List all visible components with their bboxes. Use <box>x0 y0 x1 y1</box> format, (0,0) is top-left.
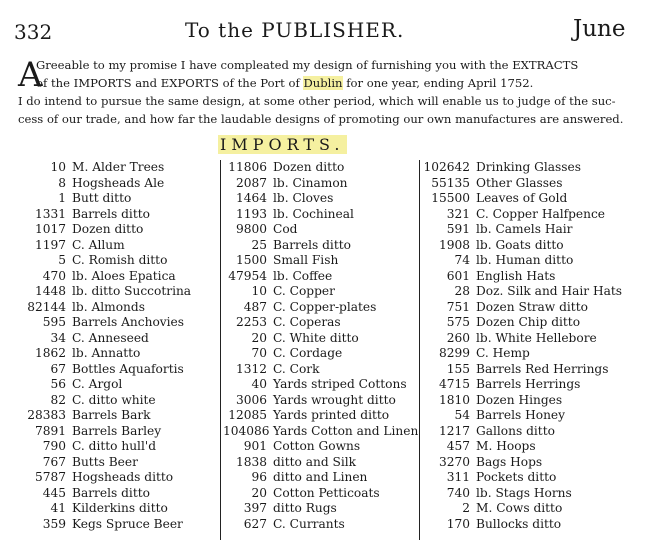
commodity: Dozen Straw ditto <box>476 299 588 314</box>
quantity: 2087 <box>235 175 267 190</box>
quantity: 470 <box>42 268 66 283</box>
import-entry <box>223 238 418 254</box>
import-entry <box>421 501 645 517</box>
import-entry <box>14 284 219 300</box>
quantity: 55135 <box>431 175 470 190</box>
intro-line <box>18 74 636 92</box>
commodity: Cotton Petticoats <box>273 485 380 500</box>
quantity: 20 <box>251 330 267 345</box>
quantity: 1193 <box>235 206 267 221</box>
quantity: 28 <box>454 284 470 298</box>
commodity: Hogsheads ditto <box>72 470 174 484</box>
quantity: 1017 <box>34 222 66 236</box>
quantity: 5 <box>58 253 66 267</box>
quantity: 74 <box>454 253 470 267</box>
quantity: 28383 <box>27 408 66 422</box>
commodity: Bottles Aquafortis <box>72 361 184 376</box>
import-entry <box>421 424 645 440</box>
import-entry <box>421 377 645 393</box>
quantity: 1838 <box>235 454 267 469</box>
import-entry <box>223 191 418 207</box>
quantity: 1 <box>58 191 66 205</box>
quantity: 34 <box>50 330 66 345</box>
import-entry <box>14 408 219 424</box>
import-entry <box>14 470 219 486</box>
quantity: 96 <box>251 470 267 484</box>
imports-column-2 <box>223 160 418 532</box>
commodity: ditto and Linen <box>273 470 368 484</box>
import-entry <box>421 176 645 192</box>
commodity: C. ditto hull'd <box>72 439 156 453</box>
commodity: Leaves of Gold <box>476 191 568 205</box>
commodity: Doz. Silk and Hair Hats <box>476 284 623 298</box>
quantity: 767 <box>42 454 66 469</box>
commodity: Gallons ditto <box>476 423 555 438</box>
quantity: 15500 <box>431 191 470 205</box>
commodity: C. Copper-plates <box>273 299 377 314</box>
quantity: 82144 <box>27 299 66 314</box>
import-entry <box>421 160 645 176</box>
intro-line: Greeable to my promise I have compleated my design of furnishing you with the EXTRACTS <box>36 58 579 72</box>
import-entry <box>223 393 418 409</box>
quantity: 20 <box>251 485 267 500</box>
commodity: Yards Cotton and Linen <box>273 423 419 438</box>
commodity: lb. Stags Horns <box>476 485 572 500</box>
commodity: lb. Camels Hair <box>476 222 573 236</box>
quantity: 751 <box>446 299 470 314</box>
quantity: 70 <box>251 346 267 360</box>
import-entry <box>223 408 418 424</box>
commodity: Yards wrought ditto <box>273 392 396 407</box>
import-entry <box>421 269 645 285</box>
quantity: 40 <box>251 377 267 391</box>
quantity: 54 <box>454 408 470 422</box>
commodity: Yards striped Cottons <box>273 377 407 391</box>
import-entry <box>14 377 219 393</box>
quantity: 155 <box>446 361 470 376</box>
quantity: 457 <box>446 439 470 453</box>
quantity: 10 <box>251 284 267 298</box>
import-entry <box>14 238 219 254</box>
commodity: lb. Human ditto <box>476 253 574 267</box>
commodity: C. ditto white <box>72 392 156 407</box>
import-entry <box>14 501 219 517</box>
quantity: 321 <box>446 206 470 221</box>
commodity: Yards printed ditto <box>273 408 390 422</box>
quantity: 12085 <box>228 408 267 422</box>
import-entry <box>14 455 219 471</box>
quantity: 1448 <box>34 284 66 298</box>
commodity: Barrels Herrings <box>476 377 581 391</box>
import-entry <box>14 346 219 362</box>
intro-text: of the IMPORTS and EXPORTS of the Port of <box>36 76 304 90</box>
commodity: C. Currants <box>273 516 345 531</box>
commodity: lb. Cochineal <box>273 206 354 221</box>
commodity: ditto and Silk <box>273 454 357 469</box>
commodity: Cotton Gowns <box>273 439 361 453</box>
commodity: lb. Goats ditto <box>476 237 564 252</box>
commodity: Other Glasses <box>476 175 563 190</box>
import-entry <box>223 160 418 176</box>
running-title: To the PUBLISHER. <box>185 18 405 42</box>
import-entry <box>421 331 645 347</box>
import-entry <box>421 408 645 424</box>
import-entry <box>421 315 645 331</box>
quantity: 3006 <box>235 392 267 407</box>
commodity: Butts Beer <box>72 454 138 469</box>
quantity: 3270 <box>438 454 470 469</box>
quantity: 901 <box>243 439 267 453</box>
quantity: 1217 <box>438 423 470 438</box>
commodity: Butt ditto <box>72 191 132 205</box>
import-entry <box>14 269 219 285</box>
quantity: 260 <box>446 330 470 345</box>
quantity: 601 <box>446 268 470 283</box>
commodity: Barrels ditto <box>72 206 150 221</box>
commodity: lb. White Hellebore <box>476 330 597 345</box>
quantity: 740 <box>446 485 470 500</box>
intro-line: I do intend to pursue the same design, at some other period, which will enable us to judge of the suc- <box>18 94 616 108</box>
commodity: Barrels Anchovies <box>72 315 185 329</box>
commodity: lb. Annatto <box>72 346 141 360</box>
commodity: Dozen ditto <box>273 160 345 174</box>
commodity: Barrels Red Herrings <box>476 361 609 376</box>
import-entry <box>421 253 645 269</box>
quantity: 627 <box>243 516 267 531</box>
import-entry <box>14 253 219 269</box>
import-entry <box>223 284 418 300</box>
commodity: Hogsheads Ale <box>72 175 165 190</box>
column-rule <box>419 160 420 540</box>
quantity: 1312 <box>235 361 267 376</box>
commodity: lb. Cinamon <box>273 175 348 190</box>
import-entry <box>223 362 418 378</box>
commodity: C. Coperas <box>273 315 341 329</box>
import-entry <box>223 517 418 533</box>
import-entry <box>421 346 645 362</box>
quantity: 397 <box>243 501 267 515</box>
commodity: Kilderkins ditto <box>72 501 168 515</box>
imports-column-1 <box>14 160 219 532</box>
quantity: 8299 <box>438 346 470 360</box>
quantity: 1500 <box>235 253 267 267</box>
quantity: 25 <box>251 237 267 252</box>
import-entry <box>14 362 219 378</box>
quantity: 359 <box>42 516 66 531</box>
commodity: C. Argol <box>72 377 123 391</box>
import-entry <box>14 160 219 176</box>
commodity: C. Hemp <box>476 346 530 360</box>
quantity: 67 <box>50 361 66 376</box>
import-entry <box>223 300 418 316</box>
quantity: 47954 <box>228 268 267 283</box>
import-entry <box>421 455 645 471</box>
quantity: 595 <box>42 315 66 329</box>
commodity: Pockets ditto <box>476 470 557 484</box>
import-entry <box>14 300 219 316</box>
commodity: Dozen Hinges <box>476 392 563 407</box>
import-entry <box>223 346 418 362</box>
quantity: 1197 <box>34 237 66 252</box>
quantity: 56 <box>50 377 66 391</box>
quantity: 1331 <box>34 206 66 221</box>
column-rule <box>220 160 221 540</box>
commodity: ditto Rugs <box>273 501 337 515</box>
quantity: 102642 <box>423 160 470 174</box>
commodity: lb. ditto Succotrina <box>72 284 192 298</box>
import-entry <box>14 439 219 455</box>
import-entry <box>421 470 645 486</box>
commodity: C. Anneseed <box>72 330 149 345</box>
quantity: 1464 <box>235 191 267 205</box>
quantity: 1862 <box>34 346 66 360</box>
import-entry <box>223 331 418 347</box>
commodity: English Hats <box>476 268 556 283</box>
import-entry <box>14 331 219 347</box>
commodity: Dozen ditto <box>72 222 144 236</box>
page-header <box>0 18 645 48</box>
import-entry <box>421 222 645 238</box>
quantity: 1810 <box>438 392 470 407</box>
commodity: C. Cordage <box>273 346 343 360</box>
import-entry <box>223 501 418 517</box>
commodity: Drinking Glasses <box>476 160 582 174</box>
intro-text: for one year, ending April 1752. <box>342 76 534 90</box>
import-entry <box>223 315 418 331</box>
import-entry <box>223 207 418 223</box>
imports-column-3 <box>421 160 645 532</box>
import-entry <box>223 253 418 269</box>
import-entry <box>223 377 418 393</box>
intro-line: cess of our trade, and how far the laudable designs of promoting our own manufactures are answered. <box>18 112 624 126</box>
import-entry <box>421 207 645 223</box>
commodity: Bullocks ditto <box>476 516 562 531</box>
quantity: 4715 <box>438 377 470 391</box>
quantity: 2253 <box>235 315 267 329</box>
commodity: C. Copper Halfpence <box>476 206 606 221</box>
commodity: Barrels Honey <box>476 408 566 422</box>
quantity: 487 <box>243 299 267 314</box>
quantity: 82 <box>50 392 66 407</box>
quantity: 311 <box>446 470 470 484</box>
quantity: 1908 <box>438 237 470 252</box>
import-entry <box>223 439 418 455</box>
import-entry <box>421 439 645 455</box>
page-number: 332 <box>14 20 53 44</box>
quantity: 104086 <box>223 423 270 438</box>
commodity: Barrels Bark <box>72 408 151 422</box>
quantity: 7891 <box>34 423 66 438</box>
quantity: 2 <box>462 501 470 515</box>
commodity: C. Allum <box>72 237 125 252</box>
quantity: 41 <box>50 501 66 515</box>
import-entry <box>421 238 645 254</box>
commodity: M. Cows ditto <box>476 501 563 515</box>
highlighted-word: Dublin <box>303 76 343 90</box>
import-entry <box>14 424 219 440</box>
commodity: Kegs Spruce Beer <box>72 516 183 531</box>
intro-paragraph <box>18 56 636 128</box>
commodity: Barrels Barley <box>72 423 162 438</box>
month-heading: June <box>573 16 626 42</box>
commodity: C. Cork <box>273 361 320 376</box>
import-entry <box>223 455 418 471</box>
commodity: Barrels ditto <box>273 237 351 252</box>
import-entry <box>14 393 219 409</box>
import-entry <box>421 191 645 207</box>
commodity: Dozen Chip ditto <box>476 315 581 329</box>
import-entry <box>14 315 219 331</box>
commodity: Small Fish <box>273 253 339 267</box>
import-entry <box>14 517 219 533</box>
import-entry <box>14 191 219 207</box>
section-title: IMPORTS. <box>220 135 345 154</box>
import-entry <box>223 269 418 285</box>
import-entry <box>223 424 418 440</box>
commodity: C. White ditto <box>273 330 359 345</box>
import-entry <box>421 362 645 378</box>
commodity: M. Hoops <box>476 439 536 453</box>
import-entry <box>421 517 645 533</box>
quantity: 170 <box>446 516 470 531</box>
commodity: Barrels ditto <box>72 485 150 500</box>
import-entry <box>421 284 645 300</box>
commodity: lb. Coffee <box>273 268 333 283</box>
import-entry <box>14 207 219 223</box>
quantity: 445 <box>42 485 66 500</box>
import-entry <box>223 470 418 486</box>
quantity: 790 <box>42 439 66 453</box>
commodity: Cod <box>273 222 298 236</box>
commodity: lb. Cloves <box>273 191 334 205</box>
import-entry <box>223 222 418 238</box>
import-entry <box>421 300 645 316</box>
quantity: 11806 <box>228 160 267 174</box>
quantity: 8 <box>58 175 66 190</box>
commodity: C. Copper <box>273 284 335 298</box>
commodity: lb. Almonds <box>72 299 145 314</box>
quantity: 591 <box>446 222 470 236</box>
import-entry <box>223 486 418 502</box>
quantity: 9800 <box>235 222 267 236</box>
drop-cap: A <box>18 55 43 95</box>
import-entry <box>14 486 219 502</box>
commodity: C. Romish ditto <box>72 253 168 267</box>
import-entry <box>421 393 645 409</box>
import-entry <box>421 486 645 502</box>
quantity: 10 <box>50 160 66 174</box>
quantity: 5787 <box>34 470 66 484</box>
import-entry <box>14 176 219 192</box>
import-entry <box>14 222 219 238</box>
commodity: lb. Aloes Epatica <box>72 268 176 283</box>
quantity: 575 <box>446 315 470 329</box>
import-entry <box>223 176 418 192</box>
commodity: Bags Hops <box>476 454 543 469</box>
commodity: M. Alder Trees <box>72 160 165 174</box>
